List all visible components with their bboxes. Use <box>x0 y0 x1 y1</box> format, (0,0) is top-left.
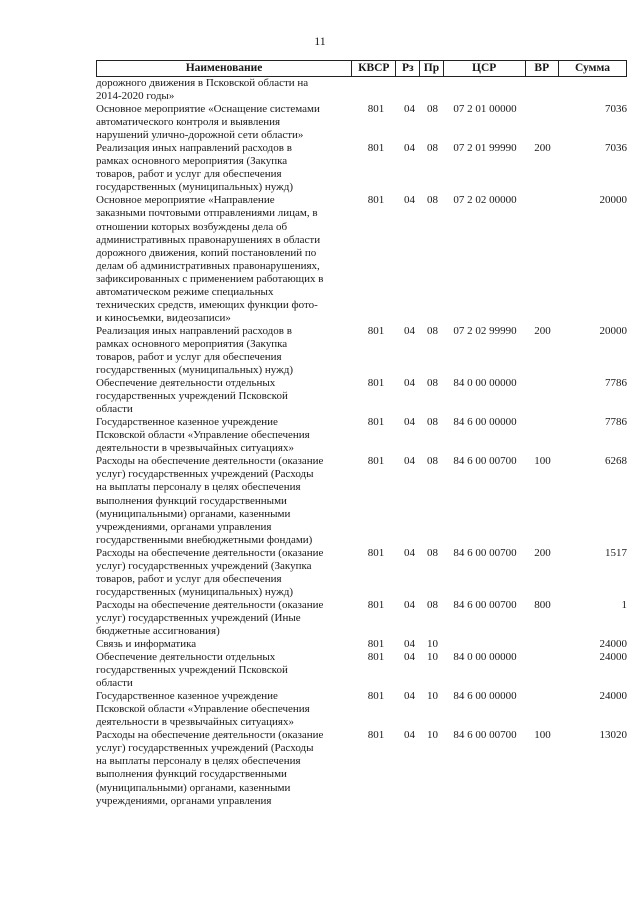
row-pr: 08 <box>427 416 438 429</box>
row-name-line: отношении которых возбуждены дела об <box>96 220 288 233</box>
row-csr: 84 0 00 00000 <box>453 651 517 664</box>
row-name-line: выполнения функций государственными <box>96 494 287 507</box>
row-sum: 20000 <box>599 194 627 207</box>
row-pr: 08 <box>427 194 438 207</box>
row-name-line: учреждениями, органами управления <box>96 794 272 807</box>
row-name <box>96 377 354 416</box>
row-kvsr: 801 <box>367 416 385 429</box>
row-rz: 04 <box>404 103 415 116</box>
row-name-line: Реализация иных направлений расходов в <box>96 142 292 155</box>
table-body <box>96 77 627 808</box>
row-name-line: Государственное казенное учреждение <box>96 416 278 429</box>
row-csr: 84 6 00 00700 <box>453 455 517 468</box>
row-name <box>96 142 354 194</box>
row-name <box>96 103 354 142</box>
row-name-line: Псковской области «Управление обеспечения <box>96 429 310 442</box>
row-pr: 10 <box>427 638 438 651</box>
row-name <box>96 729 354 807</box>
row-name-line: выполнения функций государственными <box>96 768 287 781</box>
row-name-line: государственных (муниципальных) нужд) <box>96 364 293 377</box>
row-name-line: деятельности в чрезвычайных ситуациях» <box>96 716 294 729</box>
row-name-line: Расходы на обеспечение деятельности (оказание <box>96 455 324 468</box>
row-name <box>96 690 354 729</box>
row-vr: 100 <box>534 455 551 468</box>
row-sum: 7786 <box>605 416 627 429</box>
row-csr: 84 0 00 00000 <box>453 377 517 390</box>
row-pr: 10 <box>427 651 438 664</box>
row-vr: 200 <box>534 324 551 337</box>
row-pr: 08 <box>427 324 438 337</box>
table-row <box>96 103 627 142</box>
header-kvsr: КВСР <box>351 61 395 76</box>
row-name-line: рамках основного мероприятия (Закупка <box>96 337 288 350</box>
header-csr: ЦСР <box>443 61 525 76</box>
row-pr: 08 <box>427 598 438 611</box>
row-pr: 10 <box>427 690 438 703</box>
row-name-line: зафиксированных с применением работающих в <box>96 272 324 285</box>
row-pr: 08 <box>427 377 438 390</box>
row-pr: 08 <box>427 103 438 116</box>
page-number: 11 <box>314 34 326 48</box>
row-csr: 84 6 00 00000 <box>453 416 517 429</box>
row-rz: 04 <box>404 690 415 703</box>
row-name <box>96 77 354 103</box>
row-sum: 13020 <box>599 729 627 742</box>
row-name-line: Обеспечение деятельности отдельных <box>96 377 276 390</box>
row-rz: 04 <box>404 324 415 337</box>
row-csr: 07 2 02 00000 <box>453 194 517 207</box>
row-sum: 1 <box>621 598 627 611</box>
row-kvsr: 801 <box>367 103 385 116</box>
table-row <box>96 142 627 194</box>
row-csr: 07 2 01 00000 <box>453 103 517 116</box>
row-name <box>96 194 354 324</box>
row-vr: 200 <box>534 546 551 559</box>
header-sum: Сумма <box>558 61 627 76</box>
row-sum: 24000 <box>599 651 627 664</box>
row-kvsr: 801 <box>367 651 385 664</box>
header-rz: Рз <box>395 61 419 76</box>
row-sum: 24000 <box>599 638 627 651</box>
table-header <box>96 60 627 77</box>
row-rz: 04 <box>404 194 415 207</box>
row-name-line: государственных учреждений Псковской <box>96 390 288 403</box>
row-name-line: учреждениями, органами управления <box>96 520 272 533</box>
row-rz: 04 <box>404 598 415 611</box>
row-name-line: технических средств, имеющих функции фото- <box>96 298 318 311</box>
row-sum: 20000 <box>599 324 627 337</box>
row-csr: 84 6 00 00000 <box>453 690 517 703</box>
row-pr: 10 <box>427 729 438 742</box>
row-name-line: товаров, работ и услуг для обеспечения <box>96 350 282 363</box>
row-name-line: административных правонарушениях в области <box>96 233 321 246</box>
row-sum: 7786 <box>605 377 627 390</box>
row-name-line: Основное мероприятие «Оснащение системами <box>96 103 320 116</box>
row-kvsr: 801 <box>367 455 385 468</box>
row-kvsr: 801 <box>367 598 385 611</box>
row-name <box>96 325 354 377</box>
row-name-line: услуг) государственных учреждений (Расходы <box>96 742 314 755</box>
row-pr: 08 <box>427 546 438 559</box>
table-row <box>96 416 627 455</box>
row-kvsr: 801 <box>367 546 385 559</box>
header-name: Наименование <box>96 61 351 76</box>
row-name-line: государственными внебюджетными фондами) <box>96 533 313 546</box>
row-name <box>96 416 354 455</box>
row-name <box>96 455 354 546</box>
row-csr: 84 6 00 00700 <box>453 546 517 559</box>
row-name-line: Расходы на обеспечение деятельности (оказание <box>96 546 324 559</box>
row-name-line: бюджетные ассигнования) <box>96 624 220 637</box>
row-name-line: области <box>96 403 133 416</box>
table-row <box>96 638 627 651</box>
row-name-line: автоматического контроля и выявления <box>96 116 281 129</box>
row-name <box>96 547 354 599</box>
row-name-line: 2014-2020 годы» <box>96 90 175 103</box>
table-row <box>96 194 627 324</box>
row-name-line: дорожного движения в Псковской области на <box>96 77 309 89</box>
row-csr: 84 6 00 00700 <box>453 729 517 742</box>
row-name-line: услуг) государственных учреждений (Закупка <box>96 559 312 572</box>
row-name-line: делам об административных правонарушениях, <box>96 259 320 272</box>
row-name-line: Связь и информатика <box>96 638 197 651</box>
row-kvsr: 801 <box>367 690 385 703</box>
row-name-line: области <box>96 677 133 690</box>
row-rz: 04 <box>404 546 415 559</box>
table-row <box>96 325 627 377</box>
row-sum: 24000 <box>599 690 627 703</box>
table-row <box>96 77 627 103</box>
row-name <box>96 638 354 651</box>
row-name-line: дорожного движения, копий постановлений по <box>96 246 317 259</box>
row-name-line: Обеспечение деятельности отдельных <box>96 651 276 664</box>
row-name-line: Псковской области «Управление обеспечения <box>96 703 310 716</box>
row-sum: 7036 <box>605 103 627 116</box>
row-rz: 04 <box>404 377 415 390</box>
row-vr: 800 <box>534 598 551 611</box>
row-csr: 84 6 00 00700 <box>453 598 517 611</box>
row-name-line: Расходы на обеспечение деятельности (оказание <box>96 729 324 742</box>
row-name-line: Реализация иных направлений расходов в <box>96 324 292 337</box>
row-kvsr: 801 <box>367 324 385 337</box>
row-rz: 04 <box>404 638 415 651</box>
row-name-line: услуг) государственных учреждений (Расходы <box>96 468 314 481</box>
row-name-line: и киносъемки, видеозаписи» <box>96 311 231 324</box>
table-row <box>96 377 627 416</box>
row-name-line: деятельности в чрезвычайных ситуациях» <box>96 442 294 455</box>
table-row <box>96 599 627 638</box>
row-name-line: услуг) государственных учреждений (Иные <box>96 611 301 624</box>
row-csr: 07 2 02 99990 <box>453 324 517 337</box>
row-rz: 04 <box>404 142 415 155</box>
row-name-line: (муниципальными) органами, казенными <box>96 507 291 520</box>
row-name-line: заказными почтовыми отправлениями лицам, в <box>96 207 318 220</box>
row-name <box>96 651 354 690</box>
row-name-line: государственных (муниципальных) нужд) <box>96 585 293 598</box>
table-row <box>96 651 627 690</box>
row-rz: 04 <box>404 455 415 468</box>
row-name-line: нарушений улично-дорожной сети области» <box>96 129 304 142</box>
row-kvsr: 801 <box>367 142 385 155</box>
row-sum: 1517 <box>605 546 627 559</box>
row-pr: 08 <box>427 142 438 155</box>
row-name-line: товаров, работ и услуг для обеспечения <box>96 572 282 585</box>
row-vr: 200 <box>534 142 551 155</box>
row-pr: 08 <box>427 455 438 468</box>
budget-table <box>96 60 627 808</box>
row-name-line: автоматическом режиме специальных <box>96 285 274 298</box>
row-name-line: на выплаты персоналу в целях обеспечения <box>96 755 301 768</box>
row-rz: 04 <box>404 416 415 429</box>
row-name-line: товаров, работ и услуг для обеспечения <box>96 168 282 181</box>
header-pr: Пр <box>419 61 443 76</box>
row-kvsr: 801 <box>367 638 385 651</box>
row-name-line: Расходы на обеспечение деятельности (оказание <box>96 598 324 611</box>
row-kvsr: 801 <box>367 377 385 390</box>
table-row <box>96 455 627 546</box>
row-sum: 6268 <box>605 455 627 468</box>
row-rz: 04 <box>404 651 415 664</box>
row-vr: 100 <box>534 729 551 742</box>
row-sum: 7036 <box>605 142 627 155</box>
row-name-line: на выплаты персоналу в целях обеспечения <box>96 481 301 494</box>
row-name-line: государственных (муниципальных) нужд) <box>96 181 293 194</box>
header-vr: ВР <box>525 61 559 76</box>
row-name-line: (муниципальными) органами, казенными <box>96 781 291 794</box>
row-kvsr: 801 <box>367 729 385 742</box>
row-kvsr: 801 <box>367 194 385 207</box>
table-row <box>96 547 627 599</box>
table-row <box>96 729 627 807</box>
row-name-line: государственных учреждений Псковской <box>96 664 288 677</box>
table-row <box>96 690 627 729</box>
row-rz: 04 <box>404 729 415 742</box>
row-name-line: Основное мероприятие «Направление <box>96 194 275 207</box>
row-name-line: рамках основного мероприятия (Закупка <box>96 155 288 168</box>
row-csr: 07 2 01 99990 <box>453 142 517 155</box>
row-name-line: Государственное казенное учреждение <box>96 690 278 703</box>
row-name <box>96 599 354 638</box>
